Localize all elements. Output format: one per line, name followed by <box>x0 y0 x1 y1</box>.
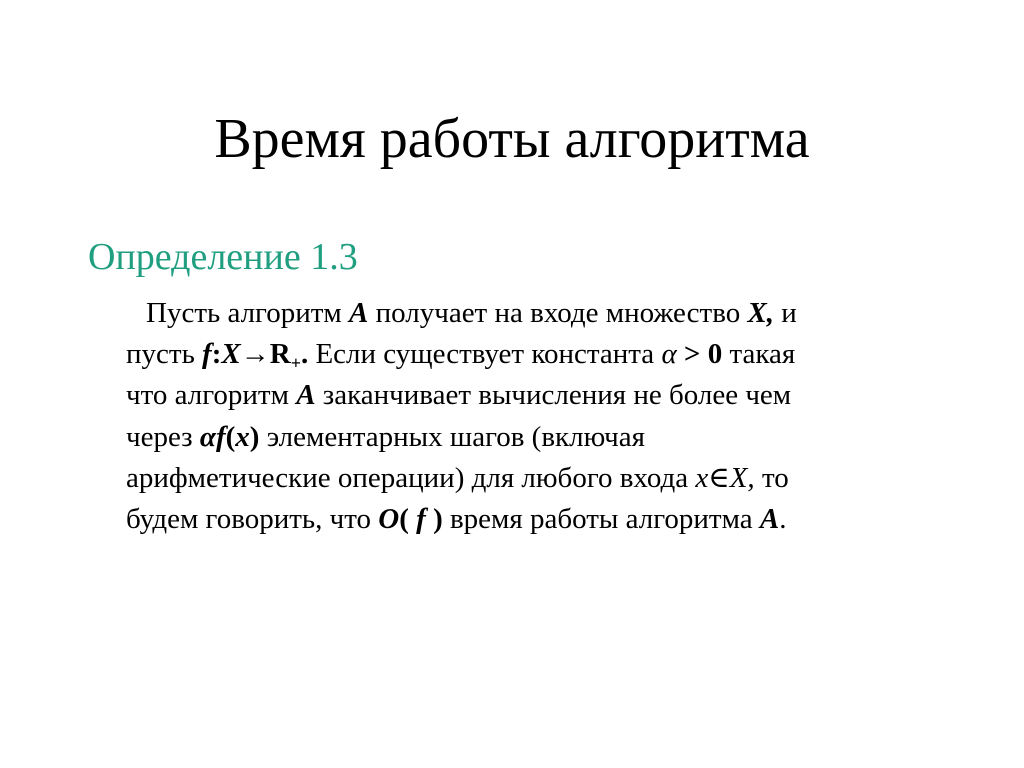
text-segment: Пусть алгоритм <box>146 297 350 329</box>
text-segment: будем говорить, что <box>126 502 379 535</box>
math-element-of: ∈ <box>708 461 730 494</box>
slide-title: Время работы алгоритма <box>214 108 810 170</box>
text-segment: что алгоритм <box>126 379 297 412</box>
math-alpha: α <box>661 338 677 371</box>
math-paren-open: ( <box>399 502 417 535</box>
text-segment: такая <box>722 338 796 371</box>
math-period: . <box>300 338 309 371</box>
text-segment: через <box>126 420 200 453</box>
math-set-x: X, <box>747 297 775 329</box>
math-set-x: X, <box>729 461 755 494</box>
math-greater-zero: > 0 <box>683 338 723 371</box>
math-paren-close: ) <box>249 420 260 453</box>
math-big-o: O <box>378 502 400 535</box>
text-segment: арифметические операции) для любого входа <box>126 461 696 494</box>
definition-line-6 <box>126 499 946 540</box>
text-segment: пусть <box>126 338 203 371</box>
math-function-f: f <box>215 420 226 453</box>
text-segment: и <box>774 297 797 329</box>
math-paren-close: ) <box>425 502 443 535</box>
text-segment <box>677 338 684 370</box>
math-colon: : <box>211 338 222 371</box>
text-segment: время работы алгоритма <box>442 502 760 535</box>
text-segment: Если существует константа <box>308 338 662 371</box>
math-algorithm-a: A <box>296 379 316 412</box>
text-segment: элементарных шагов (включая <box>259 420 645 453</box>
math-variable-x: x <box>235 420 250 453</box>
text-segment: . <box>779 502 787 535</box>
text-segment: то <box>754 461 789 494</box>
math-alpha: α <box>199 420 216 453</box>
definition-line-5 <box>126 458 946 499</box>
math-variable-x: x <box>695 461 709 494</box>
math-set-x: X <box>221 338 241 371</box>
definition-line-2 <box>126 334 946 375</box>
definition-text <box>126 293 946 540</box>
math-algorithm-a: A <box>349 297 369 329</box>
text-segment: получает на входе множество <box>368 297 748 329</box>
math-arrow-reals: →R <box>240 338 291 371</box>
math-function-f: f <box>202 338 212 371</box>
definition-line-4 <box>126 417 946 458</box>
math-paren-open: ( <box>225 420 236 453</box>
definition-line-1 <box>126 293 946 334</box>
math-algorithm-a: A <box>759 502 780 535</box>
math-function-f: f <box>416 502 426 535</box>
math-subscript-plus: + <box>290 353 301 374</box>
definition-line-3 <box>126 375 946 416</box>
text-segment: заканчивает вычисления не более чем <box>315 379 792 412</box>
definition-heading: Определение 1.3 <box>88 236 358 278</box>
